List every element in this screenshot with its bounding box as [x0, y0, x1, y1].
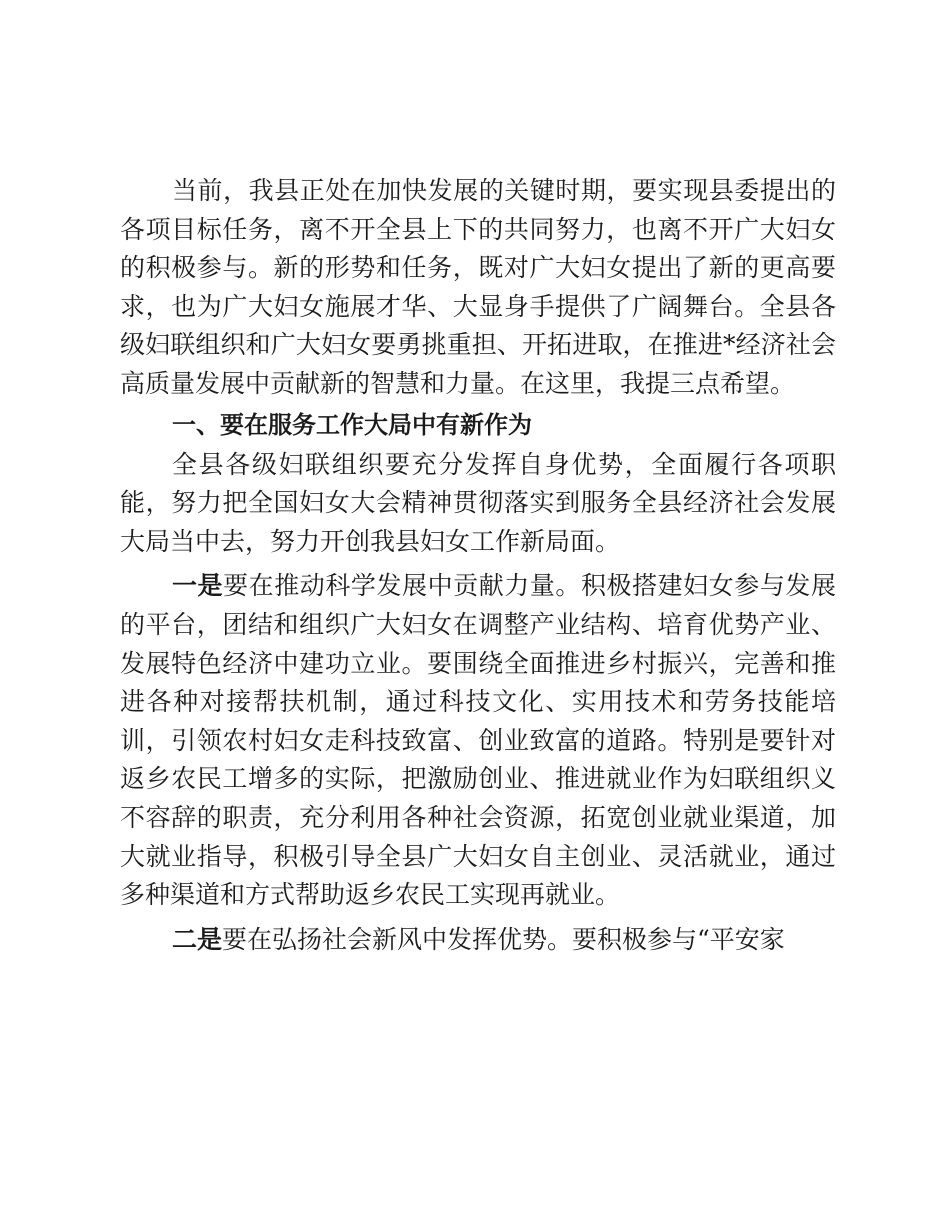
point-one-lead: 一是: [172, 571, 224, 601]
point-two-paragraph: [120, 921, 836, 960]
point-two-lead: 二是: [172, 924, 223, 954]
point-one-paragraph: [120, 567, 836, 914]
opening-paragraph: 当前，我县正处在加快发展的关键时期，要实现县委提出的各项目标任务，离不开全县上下的共同努力，也离不开广大妇女的积极参与。新的形势和任务，既对广大妇女提出了新的更高要求，也为广大妇女施展才华、大显身手提供了广阔舞台。全县各级妇联组织和广大妇女要勇挑重担、开拓进取，在推进*经济社会高质量发展中贡献新的智慧和力量。在这里，我提三点希望。: [120, 176, 836, 398]
point-two-text: 要在弘扬社会新风中发挥优势。要积极参与“平安家: [222, 924, 785, 954]
point-one-text: 要在推动科学发展中贡献力量。积极搭建妇女参与发展的平台，团结和组织广大妇女在调整产业结构、培育优势产业、发展特色经济中建功立业。要围绕全面推进乡村振兴，完善和推进各种对接帮扶机制，通过科技文化、实用技术和劳务技能培训，引领农村妇女走科技致富、创业致富的道路。特别是要针对返乡农民工增多的实际，把激励创业、推进就业作为妇联组织义不容辞的职责，充分利用各种社会资源，拓宽创业就业渠道，加大就业指导，积极引导全县广大妇女自主创业、灵活就业，通过多种渠道和方式帮助返乡农民工实现再就业。: [120, 571, 836, 910]
document-page: [120, 172, 836, 959]
section-intro-paragraph: 全县各级妇联组织要充分发挥自身优势，全面履行各项职能，努力把全国妇女大会精神贯彻落实到服务全县经济社会发展大局当中去，努力开创我县妇女工作新局面。: [120, 449, 836, 556]
section-heading: 一、要在服务工作大局中有新作为: [172, 410, 532, 439]
